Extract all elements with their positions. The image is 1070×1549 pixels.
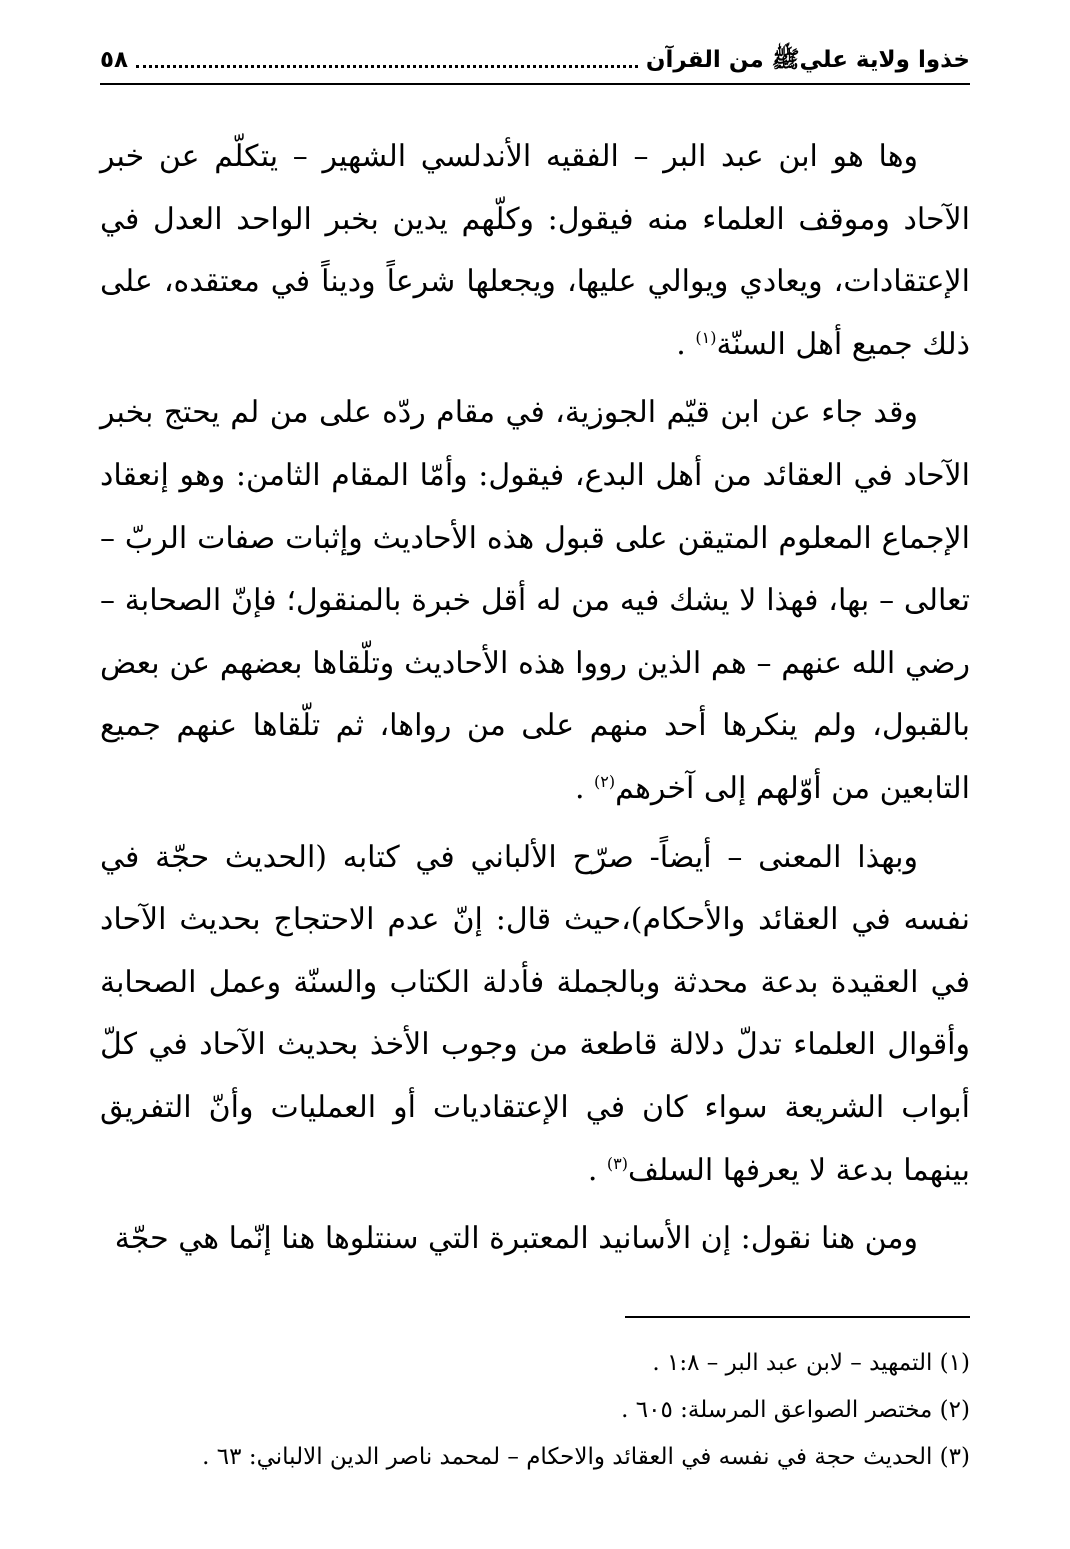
- main-text: [100, 126, 970, 1277]
- footnote-ref: (٣): [606, 1153, 628, 1173]
- paragraph-end: .: [587, 1152, 607, 1188]
- footnote-ref: (٢): [594, 771, 616, 791]
- paragraph-text: وبهذا المعنى – أيضاً- صرّح الألباني في كتابه (الحديث حجّة في نفسه في العقائد والأحكام)،حيث قال: إنّ عدم الاحتجاج بحديث الآحاد في العقيدة بدعة محدثة وبالجملة فأدلة الكتاب والسنّة وعمل الصحابة وأقوال العلماء تدلّ دلالة قاطعة من وجوب الأخذ بحديث الآحاد في كلّ أبواب الشريعة سواء كان في الإعتقاديات أو العمليات وأنّ التفريق بينهما بدعة لا يعرفها السلف: [100, 839, 970, 1188]
- header-title: خذوا ولاية عليﷺ من القرآن: [645, 47, 970, 73]
- paragraph: [100, 1208, 970, 1271]
- paragraph: [100, 126, 970, 376]
- running-header: [100, 42, 970, 78]
- header-rule: [100, 83, 970, 85]
- paragraph-end: .: [676, 326, 696, 362]
- paragraph-text: وها هو ابن عبد البر – الفقيه الأندلسي الشهير – يتكلّم عن خبر الآحاد وموقف العلماء منه فيقول: وكلّهم يدين بخبر الواحد العدل في الإعتقادات، ويعادي ويوالي عليها، ويجعلها شرعاً وديناً في معتقده، على ذلك جميع أهل السنّة: [100, 139, 970, 362]
- footnote: (١) التمهيد – لابن عبد البر – ١:٨ .: [652, 1350, 970, 1376]
- paragraph-text: ومن هنا نقول: إن الأسانيد المعتبرة التي سنتلوها هنا إنّما هي حجّة: [114, 1221, 918, 1257]
- footnote: (٢) مختصر الصواعق المرسلة: ٦٠٥ .: [621, 1397, 970, 1423]
- footnote: (٣) الحديث حجة في نفسه في العقائد والاحكام – لمحمد ناصر الدين الالباني: ٦٣ .: [202, 1444, 970, 1470]
- page-number: ٥٨: [100, 47, 129, 73]
- footnote-ref: (١): [695, 327, 717, 347]
- footnotes: [100, 1340, 970, 1481]
- paragraph-end: .: [574, 770, 595, 806]
- paragraph: [100, 827, 970, 1203]
- header-leader-dots: [136, 65, 638, 68]
- footnote-separator: [625, 1316, 970, 1318]
- paragraph: [100, 382, 970, 820]
- paragraph-text: وقد جاء عن ابن قيّم الجوزية، في مقام ردّه على من لم يحتج بخبر الآحاد في العقائد من أهل البدع، فيقول: وأمّا المقام الثامن: وهو إنعقاد الإجماع المعلوم المتيقن على قبول هذه الأحاديث وإثبات صفات الربّ – تعالى – بها، فهذا لا يشك فيه من له أقل خبرة بالمنقول؛ فإنّ الصحابة – رضي الله عنهم – هم الذين رووا هذه الأحاديث وتلّقاها بعضهم عن بعض بالقبول، ولم ينكرها أحد منهم على من رواها، ثم تلّقاها عنهم جميع التابعين من أوّلهم إلى آخرهم: [100, 395, 970, 806]
